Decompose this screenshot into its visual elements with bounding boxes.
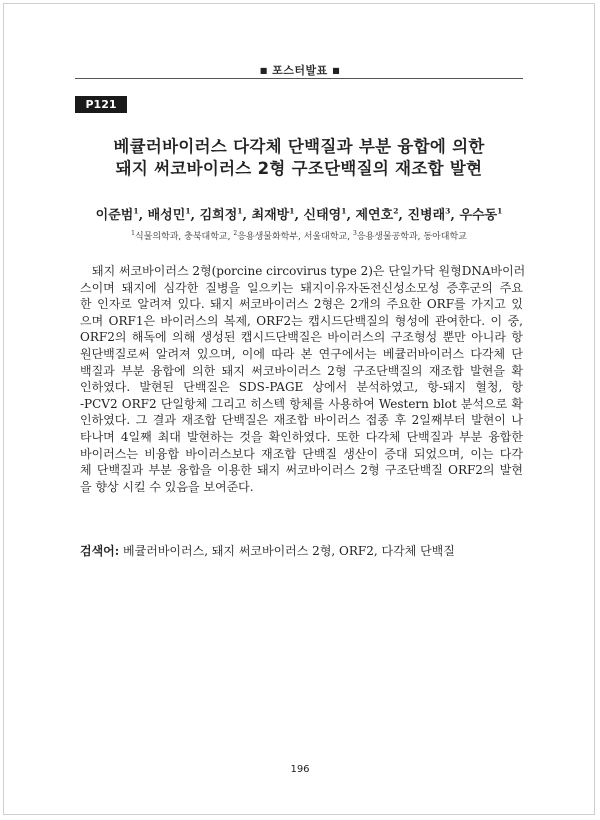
author-name: 신태영 xyxy=(303,208,342,223)
affiliation-list xyxy=(75,229,523,242)
author-name: 제연호 xyxy=(355,208,394,223)
author-name: 김희정 xyxy=(199,208,238,223)
header-divider xyxy=(75,78,523,79)
author-affiliation-mark: 1 xyxy=(497,206,503,216)
author-name: 배성민 xyxy=(147,208,186,223)
author-list: 이준범$^1$, 배성민$^1$, 김희정$^1$, 최재방$^1$, 신태영$^1$, 제연호$^2$, 진병래$^3$, 우수동$^1$ xyxy=(95,206,503,223)
abstract-line: 인하였다. 발현된 단백질은 SDS-PAGE 상에서 분석하였고, 항-돼지 혈청, 항 xyxy=(80,380,523,395)
title-line: 돼지 써코바이러스 2형 구조단백질의 재조합 발현 xyxy=(115,159,483,178)
affiliation-text: 식물의학과, 충북대학교, xyxy=(134,232,231,242)
section-label-text: 포스터발표 xyxy=(272,64,328,77)
author-affiliation-mark: 1 xyxy=(289,206,295,216)
page-number: 196 xyxy=(290,764,310,775)
author-affiliation-mark: 1 xyxy=(341,206,347,216)
affiliation-number: 1 xyxy=(131,230,135,237)
abstract-line: 백질과 부분 융합에 의한 돼지 써코바이러스 2형 구조단백질의 재조합 발현을 확 xyxy=(80,363,523,378)
title-line: 베큘러바이러스 다각체 단백질과 부분 융합에 의한 xyxy=(113,137,485,156)
author-affiliation-mark: 3 xyxy=(445,206,451,216)
section-label xyxy=(0,62,600,78)
abstract-line: 을 향상 시킬 수 있음을 보여준다. xyxy=(80,479,254,494)
affiliation-text: 응용생물화학부, 서울대학교, xyxy=(237,232,351,242)
keywords xyxy=(80,542,523,559)
author-affiliation-mark: 2 xyxy=(393,206,399,216)
author-name: 진병래 xyxy=(407,208,446,223)
bullet-right-icon: ■ xyxy=(332,66,341,75)
abstract-line: -PCV2 ORF2 단일항체 그리고 히스텍 항체를 사용하여 Western blot 분석으로 확 xyxy=(80,396,523,411)
abstract-line: 으며 ORF1은 바이러스의 복제, ORF2는 캡시드단백질의 형성에 관여한다. 이 중, xyxy=(80,313,523,328)
abstract-line: 한 인자로 알려져 있다. 돼지 써코바이러스 2형은 2개의 주요한 ORF를 가지고 있 xyxy=(80,297,523,312)
abstract-line: ORF2의 해독에 의해 생성된 캡시드단백질은 바이러스의 구조형성 뿐만 아니라 항 xyxy=(80,330,523,345)
affiliation-number: 2 xyxy=(233,230,238,237)
affiliation-number: 3 xyxy=(352,230,357,237)
abstract-line: 돼지 써코바이러스 2형(porcine circovirus type 2)은 단일가닥 원형DNA바이러 xyxy=(92,264,526,278)
abstract-line: 인하였다. 그 결과 재조합 단백질은 재조합 바이러스 접종 후 2일째부터 발현이 나 xyxy=(80,413,523,428)
abstract-line: 타나며 4일째 최대 발현하는 것을 확인하였다. 또한 다각체 단백질과 부분 융합한 xyxy=(80,429,523,444)
abstract-line: 원단백질로써 알려져 있으며, 이에 따라 본 연구에서는 베큘러바이러스 다각체 단 xyxy=(80,346,523,361)
poster-code-badge: P121 xyxy=(75,96,127,113)
author-name: 우수동 xyxy=(459,208,498,223)
abstract-body xyxy=(80,263,526,495)
abstract-line: 스이며 돼지에 심각한 질병을 일으키는 돼지이유자돈전신성소모성 증후군의 주요 xyxy=(80,280,523,295)
keywords-label: 검색어: xyxy=(80,544,120,558)
affiliation-text: 응용생물공학과, 동아대학교 xyxy=(356,232,467,242)
poster-title xyxy=(75,136,523,180)
abstract-line: 바이러스는 비융합 바이러스보다 재조합 단백질 생산이 증대 되었으며, 이는 다각 xyxy=(80,446,523,461)
abstract-line: 체 단백질과 부분 융합을 이용한 돼지 써코바이러스 2형 구조단백질 ORF2의 발현 xyxy=(80,463,523,478)
author-name: 이준범 xyxy=(95,208,134,223)
author-name: 최재방 xyxy=(251,208,290,223)
keywords-text: 베큘러바이러스, 돼지 써코바이러스 2형, ORF2, 다각체 단백질 xyxy=(123,544,455,558)
author-affiliation-mark: 1 xyxy=(185,206,191,216)
author-affiliation-mark: 1 xyxy=(133,206,139,216)
bullet-left-icon: ■ xyxy=(259,66,268,75)
author-affiliation-mark: 1 xyxy=(237,206,243,216)
